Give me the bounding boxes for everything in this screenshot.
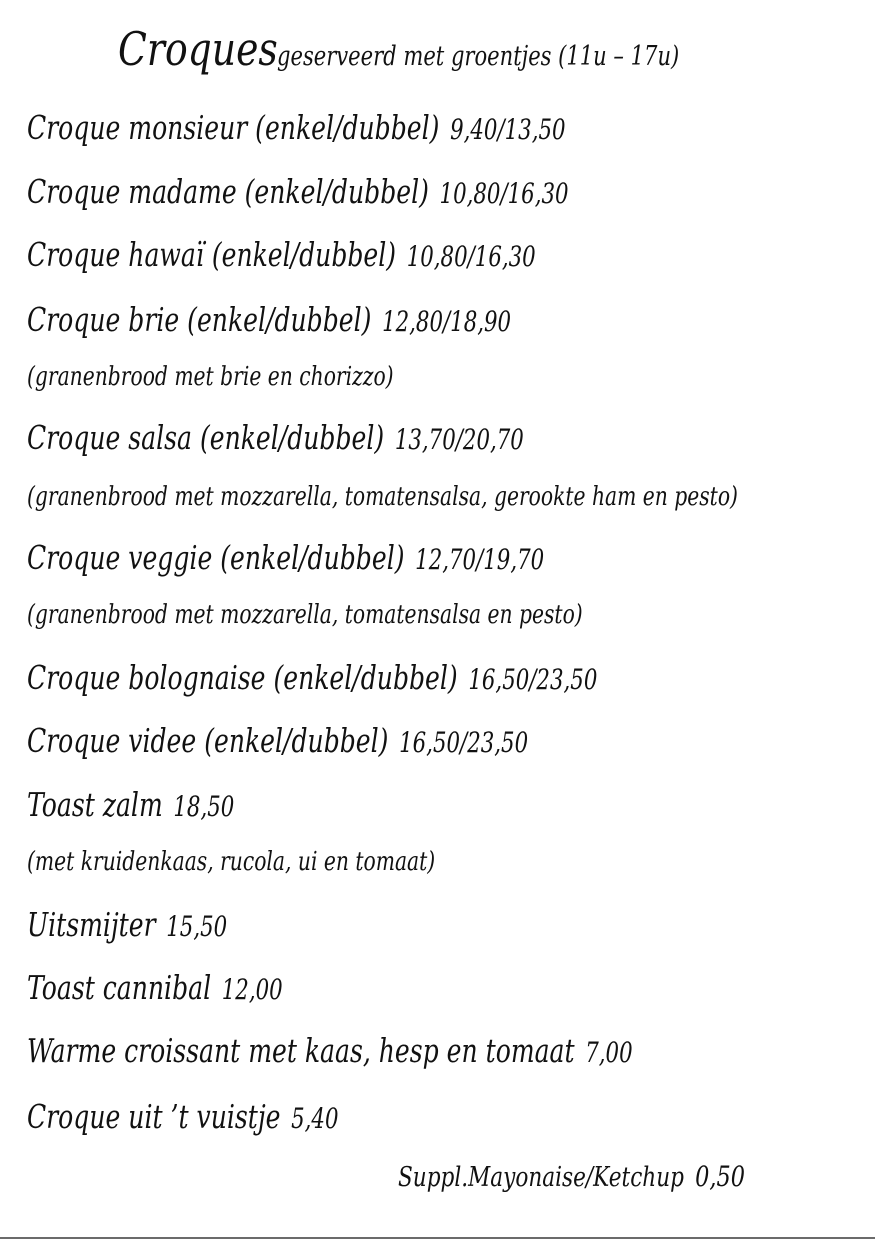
menu-item-croque-salsa: [27, 418, 524, 457]
item-name: Croque uit ’t vuistje: [27, 1097, 281, 1136]
item-name: Croque hawaï (enkel/dubbel): [27, 235, 397, 274]
item-price: 10,80/16,30: [406, 240, 536, 273]
menu-item-croque-uit-t-vuistje: [27, 1097, 338, 1136]
bottom-divider: [0, 1237, 875, 1239]
item-name: Croque salsa (enkel/dubbel): [27, 418, 385, 457]
item-price: 16,50/23,50: [399, 726, 529, 759]
menu-item-toast-cannibal: [27, 968, 283, 1007]
item-price: 18,50: [173, 790, 235, 823]
item-price: 9,40/13,50: [450, 113, 566, 146]
item-name: Croque monsieur (enkel/dubbel): [27, 108, 440, 147]
supplement-price: 0,50: [695, 1160, 746, 1193]
menu-item-croque-monsieur: [27, 108, 566, 147]
item-name: Croque brie (enkel/dubbel): [27, 300, 372, 339]
item-name: Warme croissant met kaas, hesp en tomaat: [27, 1031, 575, 1070]
item-price: 5,40: [291, 1102, 339, 1135]
menu-item-croque-videe: [27, 721, 528, 760]
item-price: 15,50: [166, 910, 228, 943]
item-price: 13,70/20,70: [394, 423, 524, 456]
supplement-label: Suppl.Mayonaise/Ketchup: [398, 1162, 684, 1193]
item-name: Croque videe (enkel/dubbel): [27, 721, 389, 760]
menu-item-croque-veggie: [27, 538, 544, 577]
item-description: (granenbrood met mozzarella, tomatensalsa, gerookte ham en pesto): [27, 482, 738, 512]
menu-item-croque-madame: [27, 172, 569, 211]
item-price: 12,80/18,90: [382, 305, 512, 338]
menu-item-uitsmijter: [27, 905, 227, 944]
item-name: Toast zalm: [27, 785, 163, 824]
section-subtitle: geserveerd met groentjes (11u – 17u): [276, 41, 679, 72]
item-name: Croque madame (enkel/dubbel): [27, 172, 429, 211]
item-description: (granenbrood met brie en chorizzo): [27, 362, 394, 392]
item-name: Toast cannibal: [27, 968, 212, 1007]
item-name: Croque veggie (enkel/dubbel): [27, 538, 405, 577]
item-description: (granenbrood met mozzarella, tomatensalsa en pesto): [27, 600, 583, 630]
item-name: Uitsmijter: [27, 905, 156, 944]
item-price: 16,50/23,50: [468, 663, 598, 696]
menu-item-croque-brie: [27, 300, 511, 339]
section-title: Croques: [117, 22, 278, 76]
menu-item-croque-hawai: [27, 235, 536, 274]
supplement-line: [398, 1160, 745, 1193]
item-price: 12,70/19,70: [415, 543, 545, 576]
menu-item-warme-croissant: [27, 1031, 633, 1070]
item-price: 10,80/16,30: [439, 177, 569, 210]
item-price: 12,00: [221, 973, 283, 1006]
menu-title: [0, 22, 875, 76]
item-name: Croque bolognaise (enkel/dubbel): [27, 658, 458, 697]
item-price: 7,00: [585, 1036, 633, 1069]
item-description: (met kruidenkaas, rucola, ui en tomaat): [27, 847, 436, 877]
menu-item-croque-bolognaise: [27, 658, 597, 697]
menu-item-toast-zalm: [27, 785, 234, 824]
